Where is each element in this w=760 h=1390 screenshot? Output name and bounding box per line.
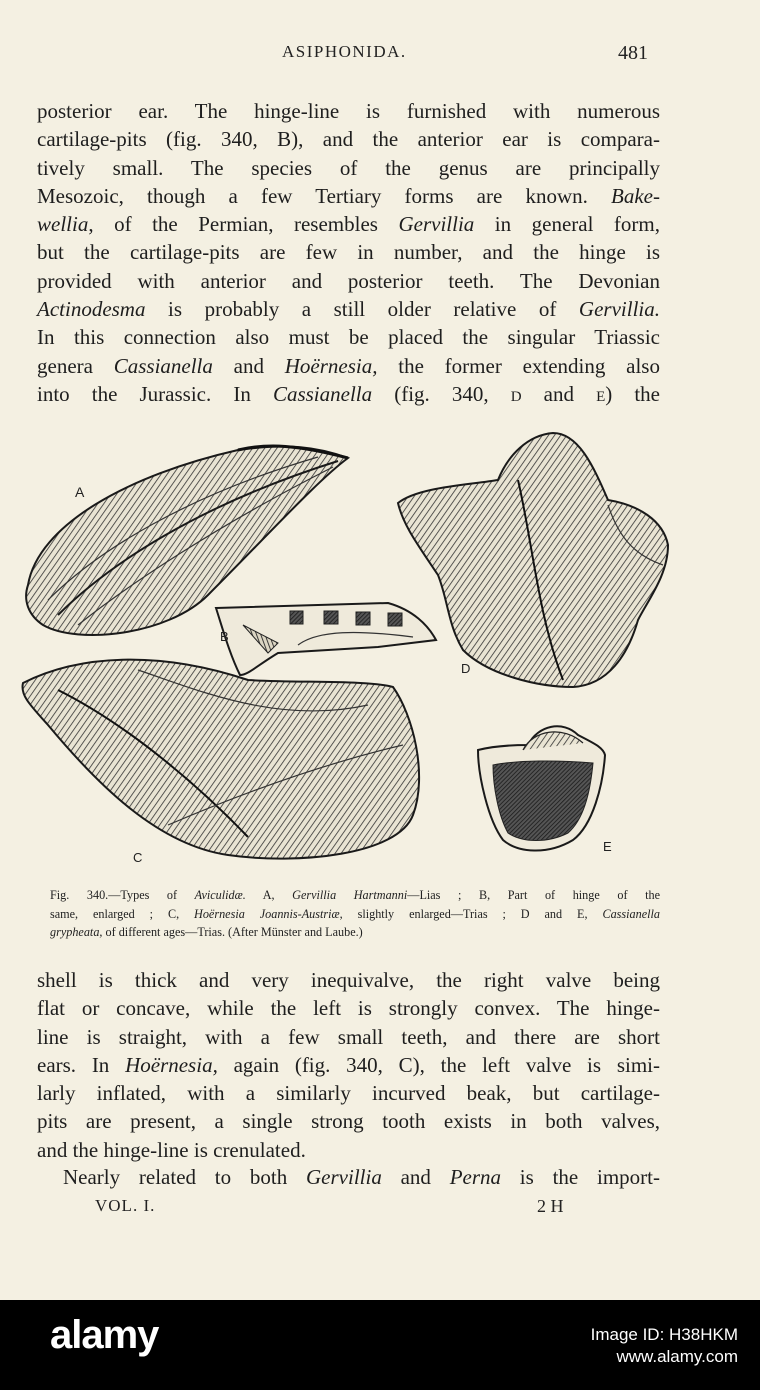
text-line: posterior ear. The hinge-line is furnished with numerous [37, 99, 660, 123]
footer-signature: 2 H [537, 1196, 564, 1216]
text-line: cartilage-pits (fig. 340, B), and the anterior ear is compara- [37, 127, 660, 152]
site-url-text: www.alamy.com [616, 1347, 738, 1366]
text-line: wellia, of the Permian, resembles Gervillia in general form, [37, 212, 660, 237]
text-line: Mesozoic, though a few Tertiary forms are known. Bake- [37, 183, 660, 208]
text-line: genera Cassianella and Hoërnesia, the former extending also [37, 353, 660, 378]
shell-d-cassianella [398, 433, 668, 687]
label-d: D [461, 661, 471, 676]
page-number: 481 [618, 42, 648, 64]
text-line: ears. In Hoërnesia, again (fig. 340, C), the left valve is simi- [37, 1052, 660, 1077]
figure-caption [50, 886, 660, 942]
caption-line: Fig. 340.—Types of Aviculidæ. A, Gervillia Hartmanni—Lias ; B, Part of hinge of the [50, 888, 660, 902]
text-line: shell is thick and very inequivalve, the right valve being [37, 968, 660, 992]
fossil-shells-illustration [18, 425, 678, 885]
label-b: B [220, 629, 229, 644]
paragraph-1 [37, 97, 660, 411]
caption-line: grypheata, of different ages—Trias. (After Münster and Laube.) [50, 925, 363, 939]
text-line: Nearly related to both Gervillia and Perna is the import- [63, 1165, 660, 1189]
text-line: Actinodesma is probably a still older relative of Gervillia. [37, 297, 660, 322]
text-line: line is straight, with a few small teeth, and there are short [37, 1024, 660, 1049]
label-c: C [133, 850, 143, 865]
text-line: pits are present, a single strong tooth exists in both valves, [37, 1109, 660, 1134]
label-e: E [603, 839, 612, 854]
text-line: and the hinge-line is crenulated. [37, 1137, 306, 1162]
text-line: tively small. The species of the genus are principally [37, 155, 660, 180]
paragraph-3 [37, 1163, 660, 1191]
text-line: In this connection also must be placed the singular Triassic [37, 325, 660, 350]
text-line: provided with anterior and posterior teeth. The Devonian [37, 268, 660, 293]
label-a: A [75, 484, 85, 500]
text-line: but the cartilage-pits are few in number, and the hinge is [37, 240, 660, 265]
stock-image-id [591, 1324, 738, 1368]
text-line: larly inflated, with a similarly incurved beak, but cartilage- [37, 1081, 660, 1106]
text-line: into the Jurassic. In Cassianella (fig. 340, D and E) the [37, 381, 661, 406]
shell-e-cassianella [478, 726, 605, 850]
footer-volume: VOL. I. [95, 1196, 156, 1215]
text-line: flat or concave, while the left is strongly convex. The hinge- [37, 996, 660, 1021]
running-head: ASIPHONIDA. [282, 42, 407, 61]
shell-c-hoernesia [22, 660, 419, 859]
alamy-logo: alamy [50, 1313, 159, 1357]
hinge-b [216, 603, 436, 675]
paragraph-2 [37, 966, 660, 1164]
caption-line: same, enlarged ; C, Hoërnesia Joannis-Austriæ, slightly enlarged—Trias ; D and E, Cassianella [50, 906, 660, 921]
image-id-text: Image ID: H38HKM [590, 1325, 738, 1344]
